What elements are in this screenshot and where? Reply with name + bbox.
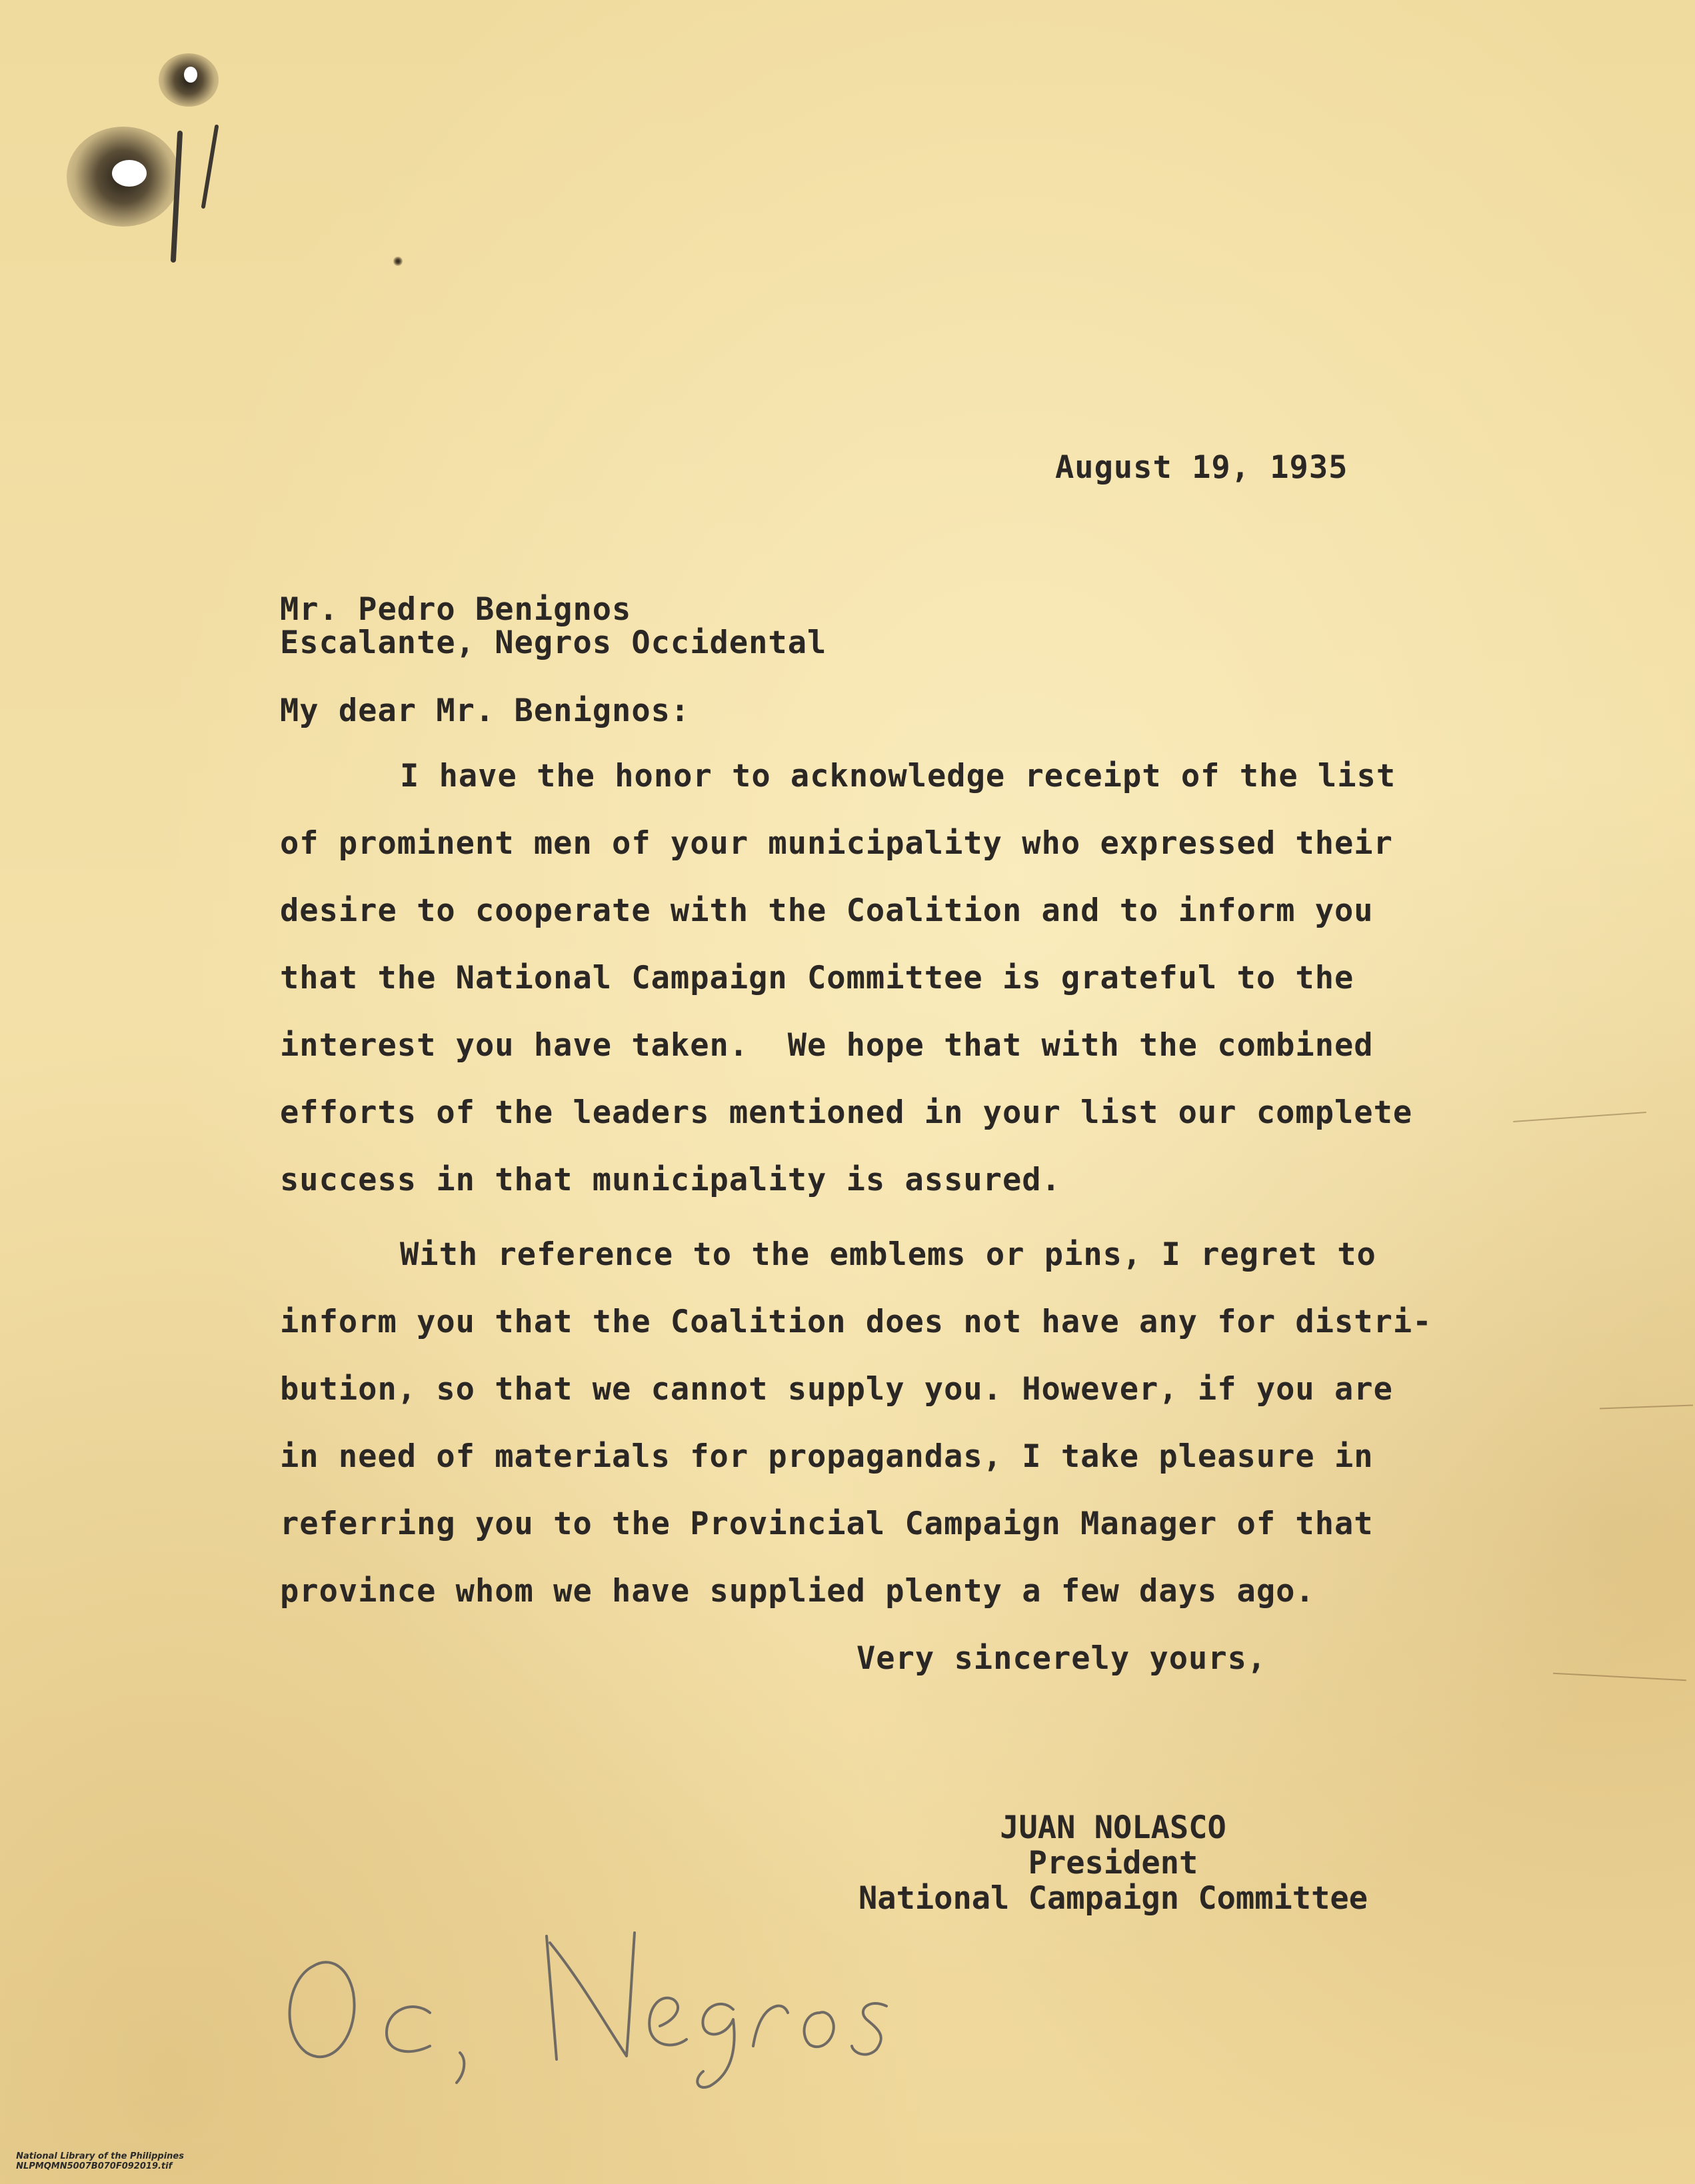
paragraph-line: bution, so that we cannot supply you. However, if you are [280, 1371, 1393, 1408]
letter-date: August 19, 1935 [1055, 449, 1348, 486]
paragraph-line: I have the honor to acknowledge receipt of the list [400, 758, 1396, 794]
paragraph-line: of prominent men of your municipality who expressed their [280, 825, 1393, 862]
signatory-name: JUAN NOLASCO [1000, 1809, 1226, 1846]
recipient-location: Escalante, Negros Occidental [280, 624, 827, 661]
closing: Very sincerely yours, [856, 1640, 1267, 1677]
paragraph-line: desire to cooperate with the Coalition and to inform you [280, 892, 1374, 929]
crease-1 [1513, 1112, 1646, 1122]
pencil-mark-top-left [153, 107, 233, 267]
crease-2 [1553, 1673, 1686, 1681]
handwritten-note [267, 1919, 906, 2093]
paragraph-line: efforts of the leaders mentioned in your list our complete [280, 1094, 1413, 1131]
paragraph-line: interest you have taken. We hope that with the combined [280, 1027, 1374, 1064]
paragraph-line: inform you that the Coalition does not have any for distri- [280, 1304, 1432, 1340]
recipient-name: Mr. Pedro Benignos [280, 591, 632, 628]
burn-hole-middle [112, 160, 147, 187]
paragraph-line: province whom we have supplied plenty a few days ago. [280, 1573, 1315, 1610]
signatory-organization: National Campaign Committee [858, 1880, 1368, 1917]
paragraph-line: success in that municipality is assured. [280, 1162, 1061, 1198]
paragraph-line: With reference to the emblems or pins, I regret to [400, 1236, 1376, 1273]
salutation: My dear Mr. Benignos: [280, 692, 691, 729]
paragraph-line: in need of materials for propagandas, I take pleasure in [280, 1438, 1374, 1475]
burn-hole-top [184, 67, 197, 83]
paragraph-line: that the National Campaign Committee is grateful to the [280, 960, 1354, 996]
footer-file-id: NLPMQMN5007B070F092019.tif [16, 2161, 173, 2171]
signatory-title: President [1028, 1845, 1198, 1881]
crease-3 [1600, 1405, 1693, 1410]
ink-dot [393, 257, 403, 266]
scan-footer [4, 2141, 211, 2181]
footer-library: National Library of the Philippines [16, 2151, 184, 2161]
paragraph-line: referring you to the Provincial Campaign Manager of that [280, 1506, 1374, 1542]
